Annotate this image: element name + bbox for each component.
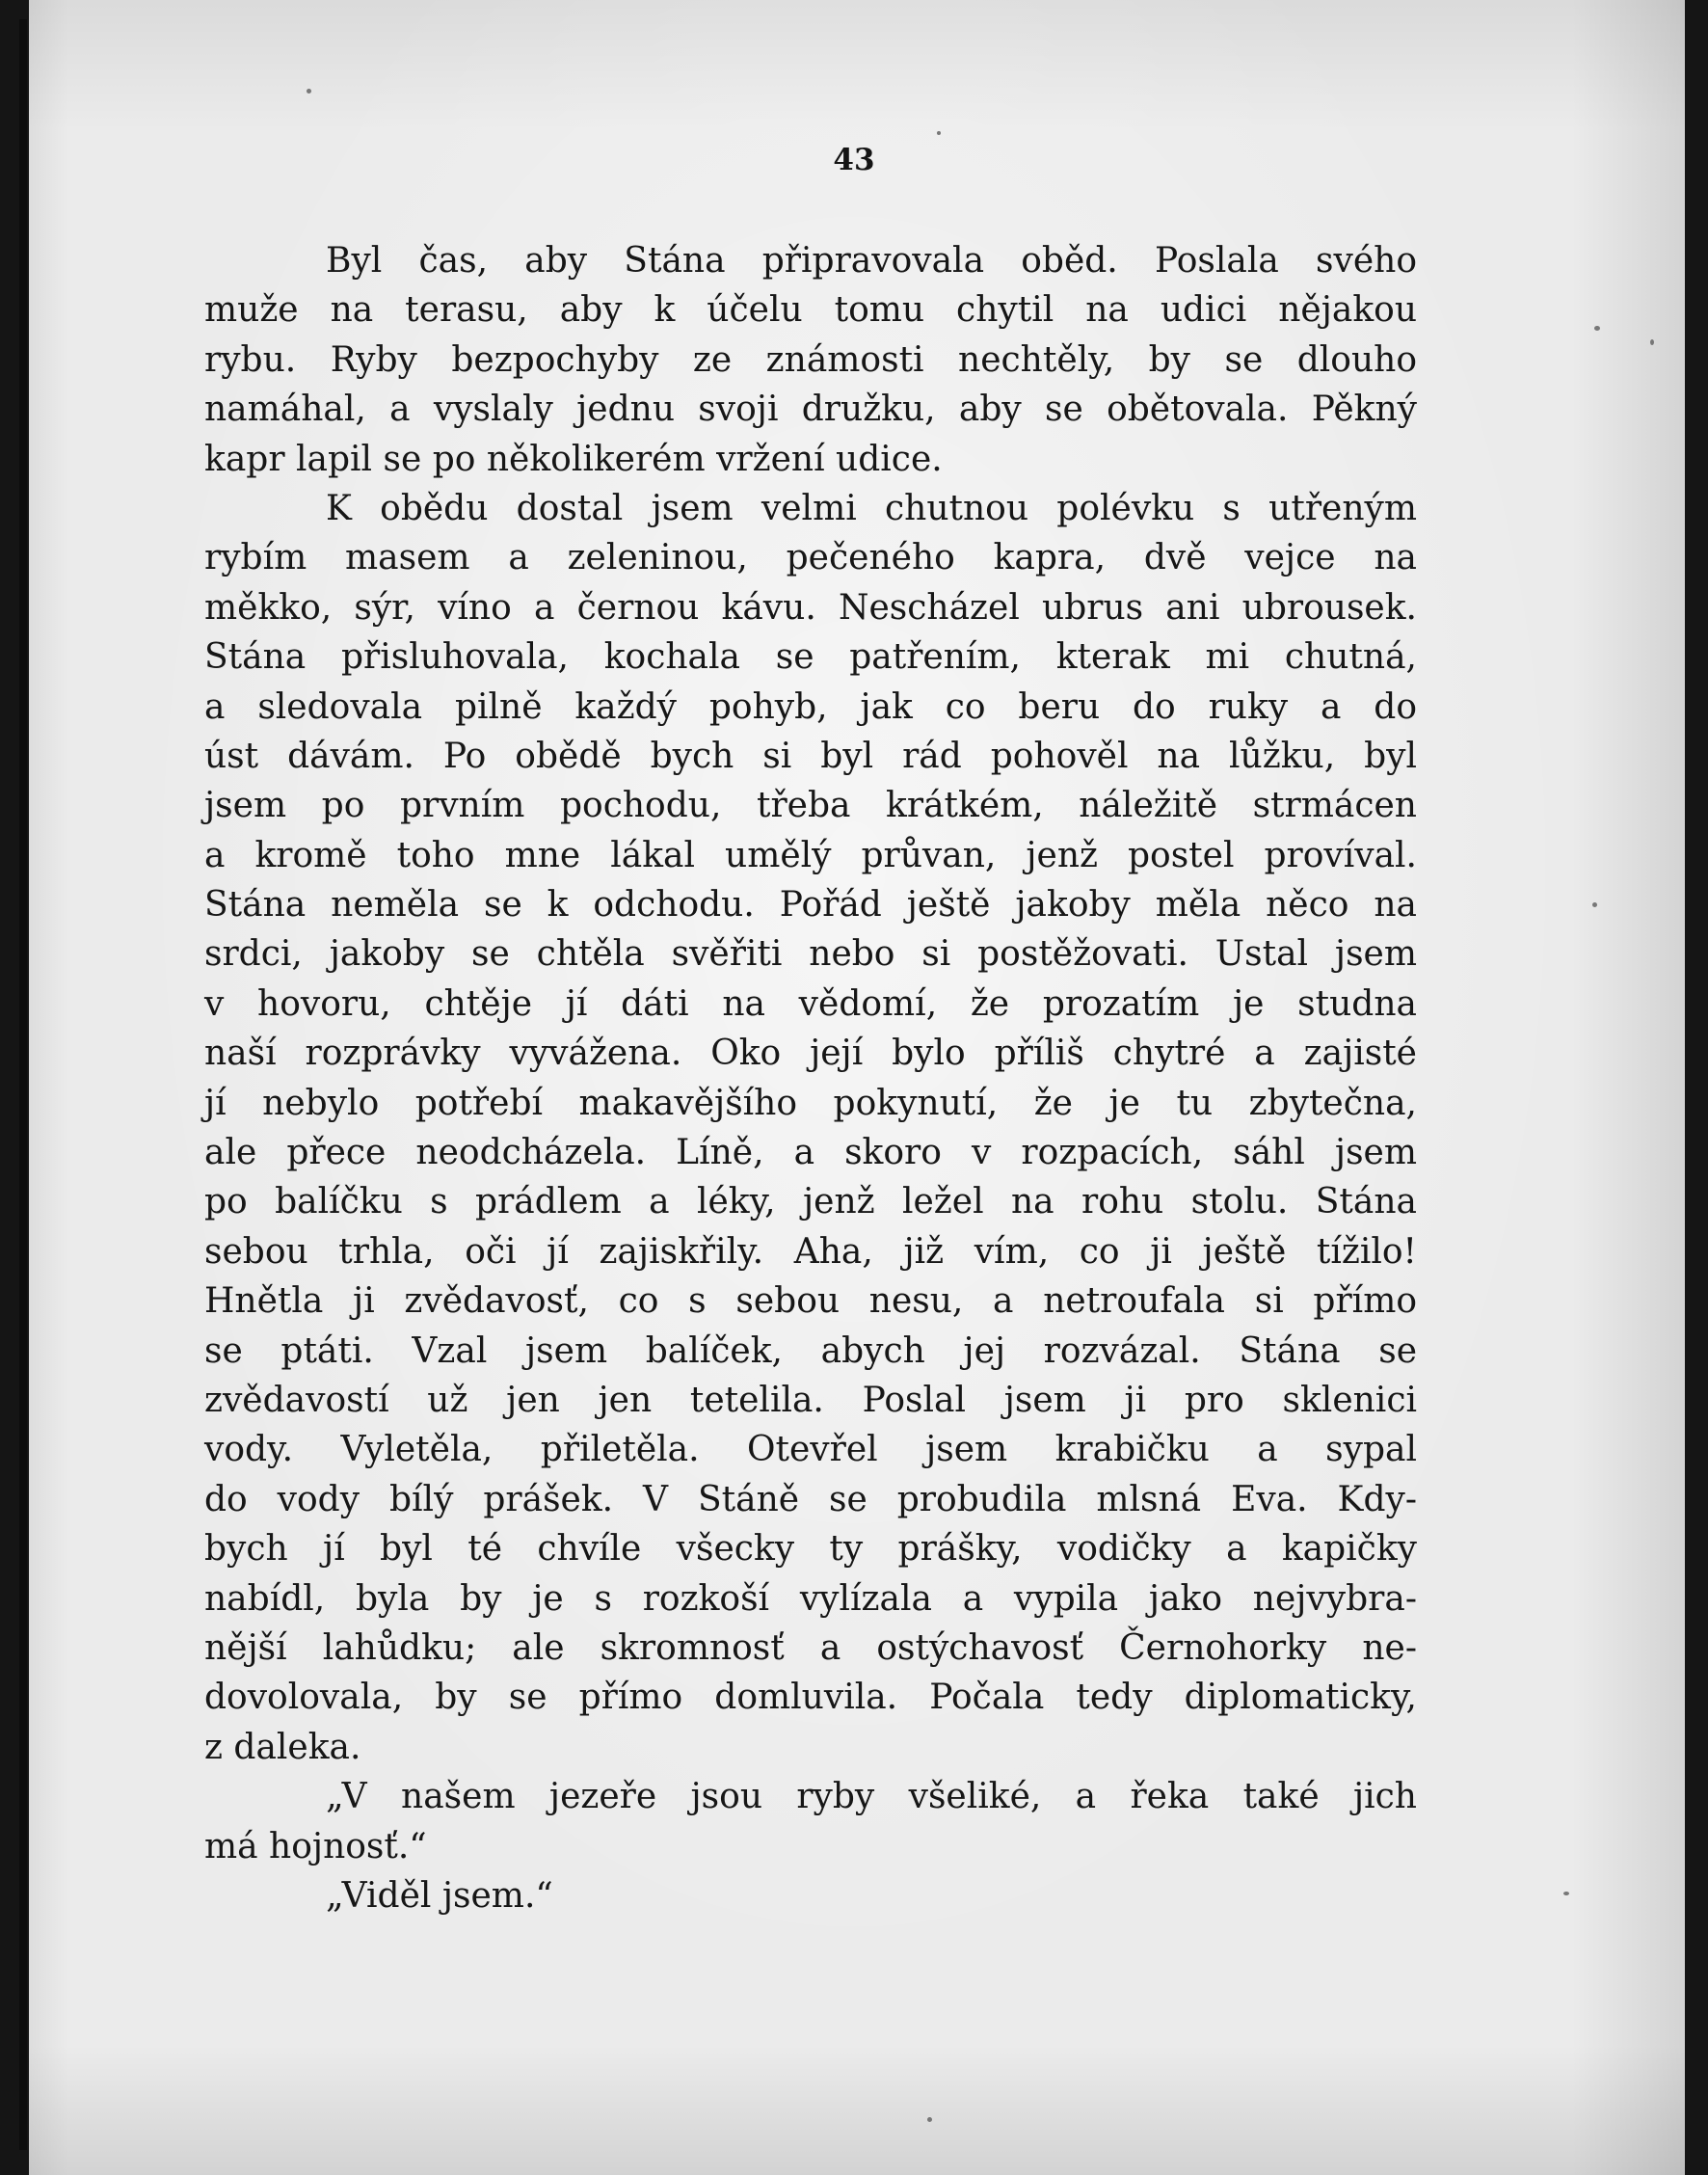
text-line: jí nebylo potřebí makavějšího pokynutí, že je tu zbytečna, <box>204 1083 1417 1123</box>
text-line: namáhal, a vyslaly jednu svoji družku, aby se obětovala. Pěkný <box>204 389 1417 430</box>
text-line: Byl čas, aby Stána připravovala oběd. Poslala svého <box>326 241 1417 281</box>
text-line: v hovoru, chtěje jí dáti na vědomí, že prozatím je studna <box>204 983 1417 1024</box>
text-line: Stána přisluhovala, kochala se patřením, kterak mi chutná, <box>204 637 1417 678</box>
text-line: vody. Vyletěla, přiletěla. Otevřel jsem krabičku a sypal <box>204 1430 1417 1470</box>
text-line: srdci, jakoby se chtěla svěřiti nebo si postěžovati. Ustal jsem <box>204 934 1417 975</box>
text-line: naší rozprávky vyvážena. Oko její bylo příliš chytré a zajisté <box>204 1034 1417 1074</box>
text-line: úst dávám. Po obědě bych si byl rád pohověl na lůžku, byl <box>204 736 1417 776</box>
scan-speck <box>927 2117 932 2122</box>
text-line: bych jí byl té chvíle všecky ty prášky, vodičky a kapičky <box>204 1529 1417 1570</box>
text-line: dovolovala, by se přímo domluvila. Počala tedy diplomaticky, <box>204 1678 1417 1718</box>
scan-border-left-line <box>19 19 27 2150</box>
text-line: má hojnosť.“ <box>204 1826 427 1866</box>
scan-speck <box>1563 1892 1569 1895</box>
scan-speck <box>937 131 941 135</box>
scan-speck <box>1594 326 1600 331</box>
text-line: sebou trhla, oči jí zajiskřily. Aha, již vím, co ji ještě tížilo! <box>204 1231 1417 1272</box>
page-number: 43 <box>833 143 875 177</box>
scan-border-right <box>1685 0 1708 2175</box>
text-line: po balíčku s prádlem a léky, jenž ležel na rohu stolu. Stána <box>204 1182 1417 1222</box>
scan-speck <box>1650 339 1654 345</box>
text-line: muže na terasu, aby k účelu tomu chytil na udici nějakou <box>204 290 1417 331</box>
scan-speck <box>1592 902 1597 907</box>
text-line: se ptáti. Vzal jsem balíček, abych jej rozvázal. Stána se <box>204 1330 1417 1371</box>
text-line: jsem po prvním pochodu, třeba krátkém, náležitě strmácen <box>204 786 1417 826</box>
text-line: „V našem jezeře jsou ryby všeliké, a řeka také jich <box>326 1777 1417 1817</box>
scan-speck <box>307 89 311 94</box>
text-line: měkko, sýr, víno a černou kávu. Nescházel ubrus ani ubrousek. <box>204 587 1417 628</box>
text-line: a kromě toho mne lákal umělý průvan, jenž postel províval. <box>204 835 1417 875</box>
text-line: K obědu dostal jsem velmi chutnou polévku s utřeným <box>326 488 1417 528</box>
text-line: Hnětla ji zvědavosť, co s sebou nesu, a netroufala si přímo <box>204 1281 1417 1322</box>
text-line: Stána neměla se k odchodu. Pořád ještě jakoby měla něco na <box>204 885 1417 926</box>
text-line: kapr lapil se po několikerém vržení udice. <box>204 439 943 479</box>
text-line: do vody bílý prášek. V Stáně se probudila mlsná Eva. Kdy- <box>204 1479 1417 1519</box>
body-text <box>204 236 1417 1920</box>
text-line: nější lahůdku; ale skromnosť a ostýchavosť Černohorky ne- <box>204 1627 1417 1668</box>
text-line: a sledovala pilně každý pohyb, jak co beru do ruky a do <box>204 686 1417 727</box>
text-line: „Viděl jsem.“ <box>326 1875 553 1916</box>
text-line: nabídl, byla by je s rozkoší vylízala a vypila jako nejvybra- <box>204 1578 1417 1619</box>
text-line: ale přece neodcházela. Líně, a skoro v rozpacích, sáhl jsem <box>204 1133 1417 1173</box>
text-line: rybím masem a zeleninou, pečeného kapra, dvě vejce na <box>204 538 1417 578</box>
text-line: zvědavostí už jen jen tetelila. Poslal jsem ji pro sklenici <box>204 1380 1417 1420</box>
text-line: rybu. Ryby bezpochyby ze známosti nechtěly, by se dlouho <box>204 339 1417 380</box>
text-line: z daleka. <box>204 1727 361 1767</box>
